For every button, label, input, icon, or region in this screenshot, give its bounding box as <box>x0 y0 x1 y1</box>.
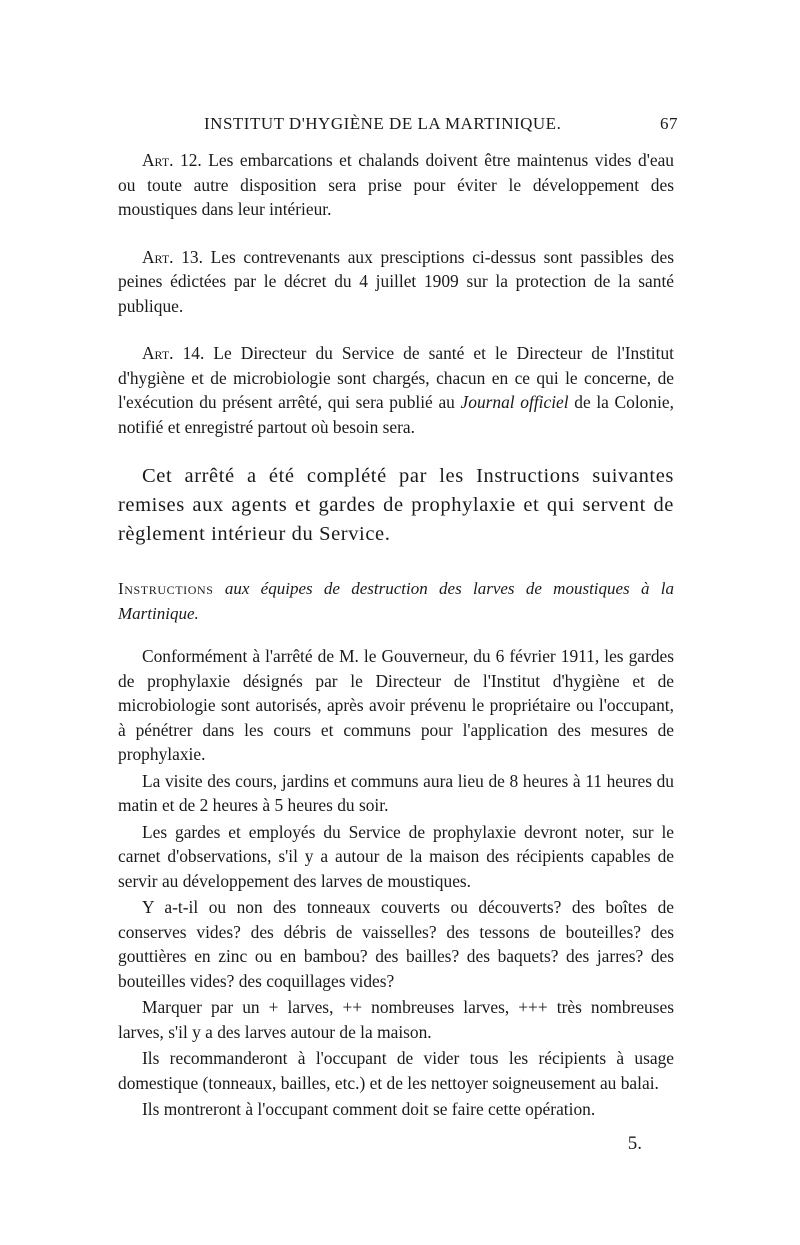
instructions-title-subtitle: aux équipes de destruction des larves de moustiques à la Martinique. <box>118 579 674 623</box>
page-number: 67 <box>660 114 678 133</box>
running-title: INSTITUT D'HYGIÈNE DE LA MARTINIQUE. <box>204 114 562 133</box>
instructions-title-word: Instructions <box>118 579 214 598</box>
instruction-paragraph: Y a-t-il ou non des tonneaux couverts ou découverts? des boîtes de conserves vides? des débris de vaisselles? des tessons de bouteilles? des gouttières en zinc ou en bambou? des bailles? des baquets? des jarres? des bouteilles vides? des coquillages vides? <box>118 897 674 991</box>
article-label: Art. 13. <box>142 246 203 267</box>
article-text: Les contrevenants aux presciptions ci-dessus sont passibles des peines édictées par le décret du 4 juillet 1909 sur la protection de la santé publique. <box>118 246 674 316</box>
instruction-paragraph: Conformément à l'arrêté de M. le Gouverneur, du 6 février 1911, les gardes de prophylaxie désignés par le Directeur de l'Institut d'hygiène et de microbiologie sont autorisés, après avoir prévenu le propriétaire ou l'occupant, à pénétrer dans les cours et communs pour l'application des mesures de prophylaxie. <box>118 646 674 764</box>
article-13 <box>118 245 674 319</box>
article-12 <box>118 148 674 222</box>
instruction-paragraph: La visite des cours, jardins et communs aura lieu de 8 heures à 11 heures du matin et de 2 heures à 5 heures du soir. <box>118 770 674 815</box>
page-header <box>118 114 678 142</box>
intro-paragraph: Cet arrêté a été complété par les Instructions suivantes remises aux agents et gardes de prophylaxie et qui servent de règlement intérieur du Service. <box>118 465 674 545</box>
article-text: Le Directeur du Service de santé et le Directeur de l'Institut d'hygiène et de microbiologie sont chargés, chacun en ce qui le concerne, de l'exécution du présent arrêté, qui sera publié au <box>118 343 674 412</box>
page-body <box>118 148 674 1124</box>
article-text-end: de la Colonie, notifié et enregistré partout où besoin sera. <box>118 392 674 437</box>
signature-mark: 5. <box>627 1133 642 1154</box>
instruction-paragraph: Ils montreront à l'occupant comment doit se faire cette opération. <box>142 1099 596 1119</box>
article-label: Art. 12. <box>142 150 202 170</box>
article-text: Les embarcations et chalands doivent être maintenus vides d'eau ou toute autre disposition sera prise pour éviter le développement des moustiques dans leur intérieur. <box>118 150 674 219</box>
instructions-title <box>118 577 674 626</box>
journal-title: Journal officiel <box>460 392 569 412</box>
article-14 <box>118 341 674 439</box>
instruction-paragraph: Les gardes et employés du Service de prophylaxie devront noter, sur le carnet d'observations, s'il y a autour de la maison des récipients capables de servir au développement des larves de moustiques. <box>118 821 674 891</box>
instruction-paragraph: Ils recommanderont à l'occupant de vider tous les récipients à usage domestique (tonneaux, bailles, etc.) et de les nettoyer soigneusement au balai. <box>118 1048 674 1093</box>
instruction-paragraph: Marquer par un + larves, ++ nombreuses larves, +++ très nombreuses larves, s'il y a des larves autour de la maison. <box>118 997 674 1042</box>
article-label: Art. 14. <box>142 343 205 363</box>
